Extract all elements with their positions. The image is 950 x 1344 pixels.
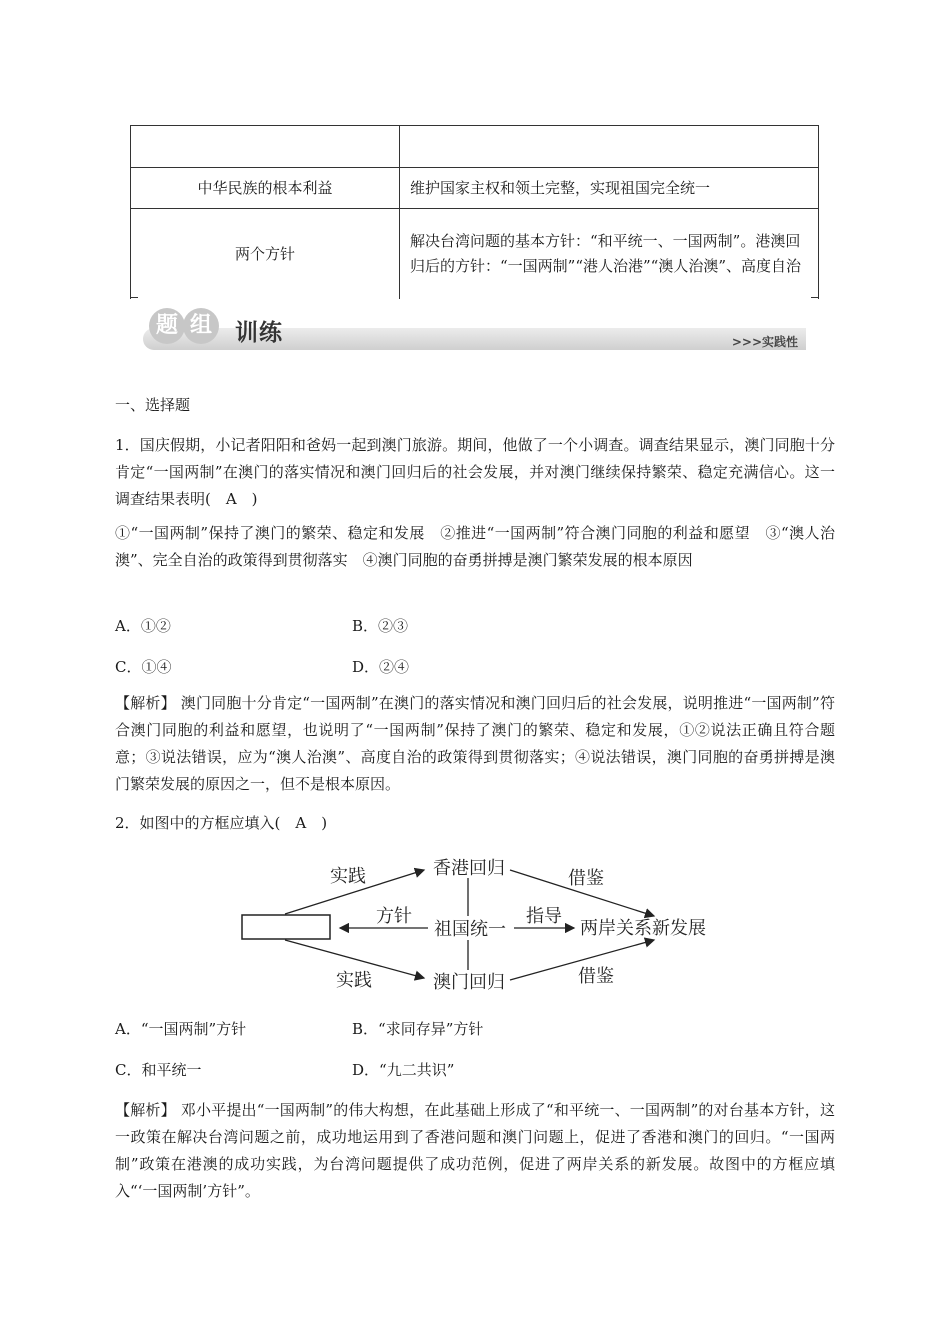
label-policy: 方针 — [376, 906, 412, 927]
node-top: 香港回归 — [433, 858, 505, 879]
section-title: 一、选择题 — [115, 396, 191, 414]
summary-table — [130, 125, 819, 299]
q2-option-d: D．“九二共识” — [352, 1061, 455, 1079]
q2-option-a: A．“一国两制”方针 — [115, 1020, 247, 1038]
q2-analysis: 【解析】 邓小平提出“一国两制”的伟大构想，在此基础上形成了“和平统一、一国两制”的对台基本方针，这一政策在解决台湾问题之前，成功地运用到了香港问题和澳门问题上，促进了香港和澳门的回归。“一国两制”政策在港澳的成功实践，为台湾问题提供了成功范例，促进了两岸关系的新发展。故图中的方框应填入“‘一国两制’方针”。 — [115, 1101, 835, 1200]
table-bottom-tick — [130, 297, 138, 298]
table-cell-right: 维护国家主权和领土完整，实现祖国完全统一 — [400, 168, 819, 209]
node-bottom: 澳门回归 — [433, 972, 505, 993]
label-practice-bottom: 实践 — [336, 970, 372, 991]
q1-option-b: B．②③ — [352, 617, 409, 635]
table-row — [131, 168, 819, 209]
q1-option-c: C．①④ — [115, 658, 172, 676]
banner-char-circle: 组 — [183, 308, 219, 344]
table-cell-right — [400, 126, 819, 168]
table-cell-left: 两个方针 — [131, 209, 400, 300]
node-center: 祖国统一 — [434, 919, 506, 940]
table-cell-left — [131, 126, 400, 168]
q1-analysis: 【解析】 澳门同胞十分肯定“一国两制”在澳门的落实情况和澳门回归后的社会发展，说明推进“一国两制”符合澳门同胞的利益和愿望，也说明了“一国两制”保持了澳门的繁荣、稳定和发展，①②说法正确且符合题意；③说法错误，应为“澳人治澳”、高度自治的政策得到贯彻落实；④说法错误，澳门同胞的奋勇拼搏是澳门繁荣发展的原因之一，但不是根本原因。 — [115, 694, 835, 793]
label-ref-bottom: 借鉴 — [578, 966, 614, 987]
table-cell-right: 解决台湾问题的基本方针：“和平统一、一国两制”。港澳回归后的方针：“一国两制”“港人治港”“澳人治澳”、高度自治 — [400, 209, 819, 300]
q2-option-b: B．“求同存异”方针 — [352, 1020, 484, 1038]
node-right: 两岸关系新发展 — [580, 918, 706, 939]
q2-diagram — [238, 850, 718, 998]
label-practice-top: 实践 — [330, 866, 366, 887]
q1-option-d: D．②④ — [352, 658, 410, 676]
q1-stem: 1．国庆假期，小记者阳阳和爸妈一起到澳门旅游。期间，他做了一个小调查。调查结果显示，澳门同胞十分肯定“一国两制”在澳门的落实情况和澳门回归后的社会发展，并对澳门继续保持繁荣、稳定充满信心。这一调查结果表明( A ) — [115, 436, 835, 508]
q2-stem: 2．如图中的方框应填入( A ) — [115, 814, 328, 832]
table-bottom-tick — [811, 297, 819, 298]
q1-option-a: A．①② — [115, 617, 171, 635]
label-guide: 指导 — [526, 906, 562, 927]
banner-tag: >>>实践性 — [731, 335, 798, 349]
banner-title: 训练 — [235, 320, 283, 346]
banner-char-circle: 题 — [149, 308, 185, 344]
table-row — [131, 209, 819, 300]
q1-statements: ①“一国两制”保持了澳门的繁荣、稳定和发展 ②推进“一国两制”符合澳门同胞的利益和愿望 ③“澳人治澳”、完全自治的政策得到贯彻落实 ④澳门同胞的奋勇拼搏是澳门繁荣发展的根本原因 — [115, 524, 835, 569]
q2-option-c: C．和平统一 — [115, 1061, 202, 1079]
table-row — [131, 126, 819, 168]
blank-box — [242, 915, 330, 939]
label-ref-top: 借鉴 — [568, 868, 604, 889]
table-cell-left: 中华民族的根本利益 — [131, 168, 400, 209]
section-banner — [143, 306, 806, 352]
